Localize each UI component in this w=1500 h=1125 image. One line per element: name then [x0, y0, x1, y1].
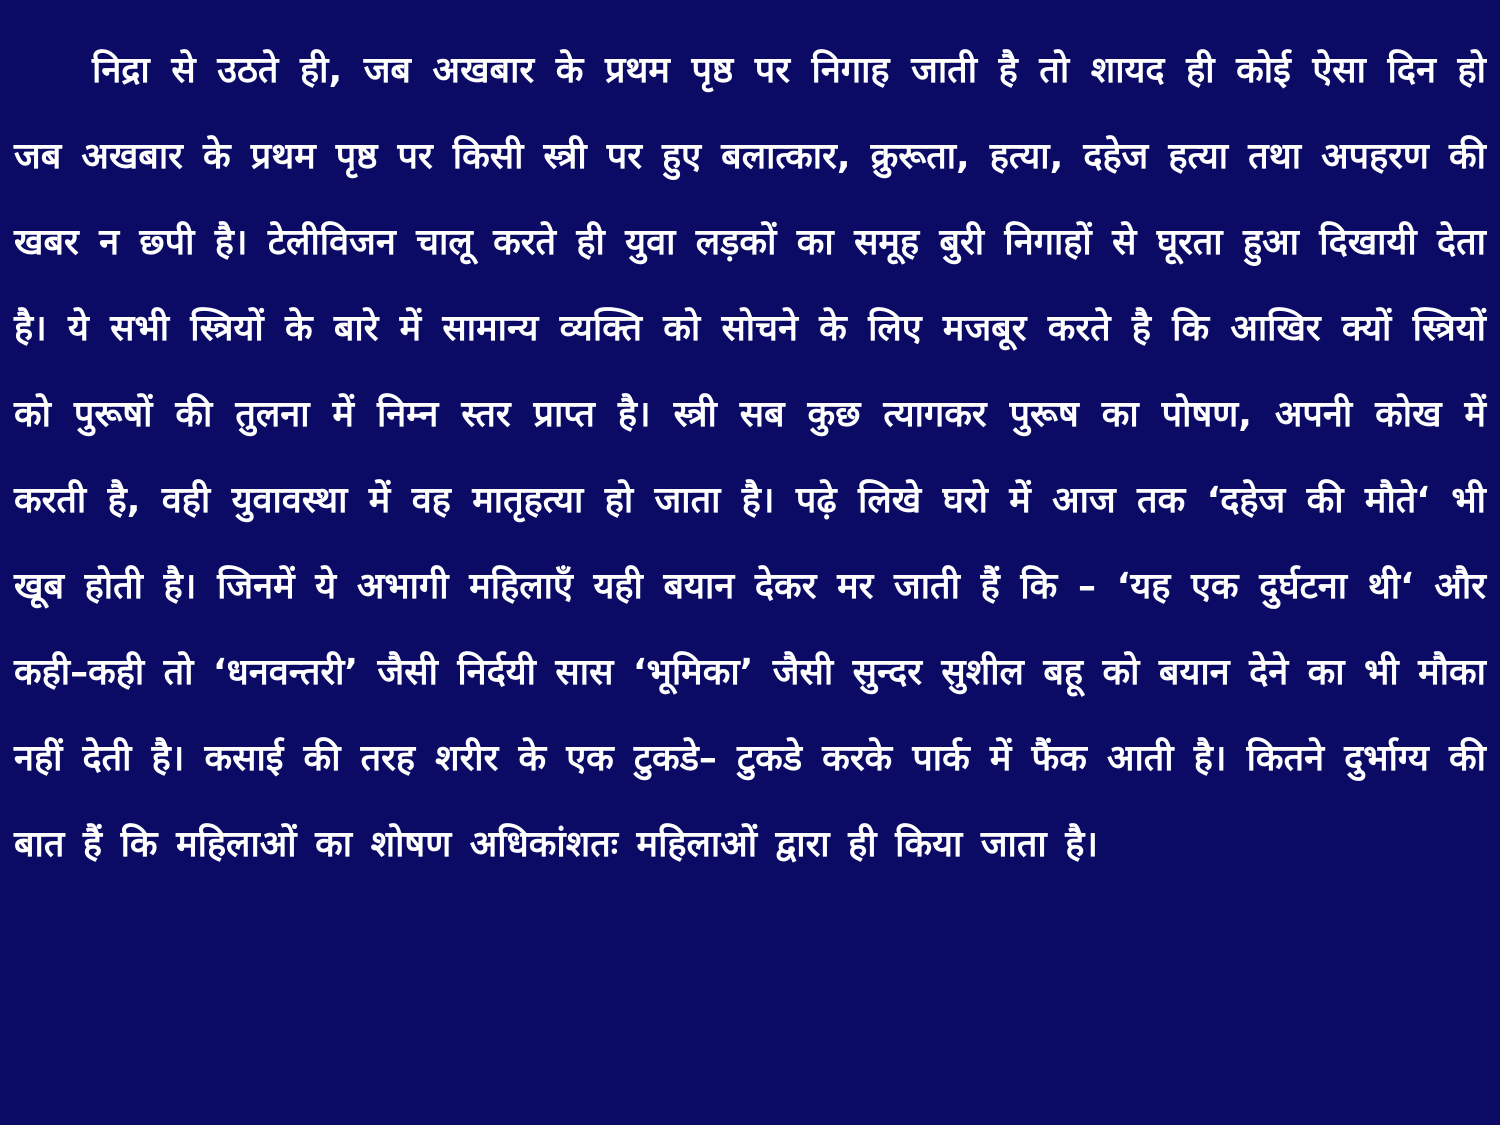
body-paragraph: निद्रा से उठते ही, जब अखबार के प्रथम पृष्ठ पर निगाह जाती है तो शायद ही कोई ऐसा दिन हो जब अखबार के प्रथम पृष्ठ पर किसी स्त्री पर हुए बलात्कार, क्रुरूता, हत्या, दहेज हत्या तथा अपहरण की खबर न छ्पी है। टेलीविजन चालू करते ही युवा लड़कों का समूह बुरी निगाहों से घूरता हुआ दिखायी देता है। ये सभी स्त्रियों के बारे में सामान्य व्यक्ति को सोचने के लिए मजबूर करते है कि आखिर क्यों स्त्रियों को पुरूषों की तुलना में निम्न स्तर प्राप्त है। स्त्री सब कुछ त्यागकर पुरूष का पोषण, अपनी कोख में करती है, वही युवावस्था में वह मातृहत्या हो जाता है। पढ़े लिखे घरो में आज तक ‘दहेज की मौते‘ भी खूब होती है। जिनमें ये अभागी महिलाएँ यही बयान देकर मर जाती हैं कि – ‘यह एक दुर्घटना थी‘ और कही–कही तो ‘धनवन्तरी’ जैसी निर्दयी सास ‘भूमिका’ जैसी सुन्दर सुशील बहू को बयान देने का भी मौका नहीं देती है। कसाई की तरह शरीर के एक टुकडे– टुकडे करके पार्क में फैंक आती है। कितने दुर्भाग्य की बात हैं कि महिलाओं का शोषण अधिकांशतः महिलाओं द्वारा ही किया जाता है। [14, 50, 1486, 865]
